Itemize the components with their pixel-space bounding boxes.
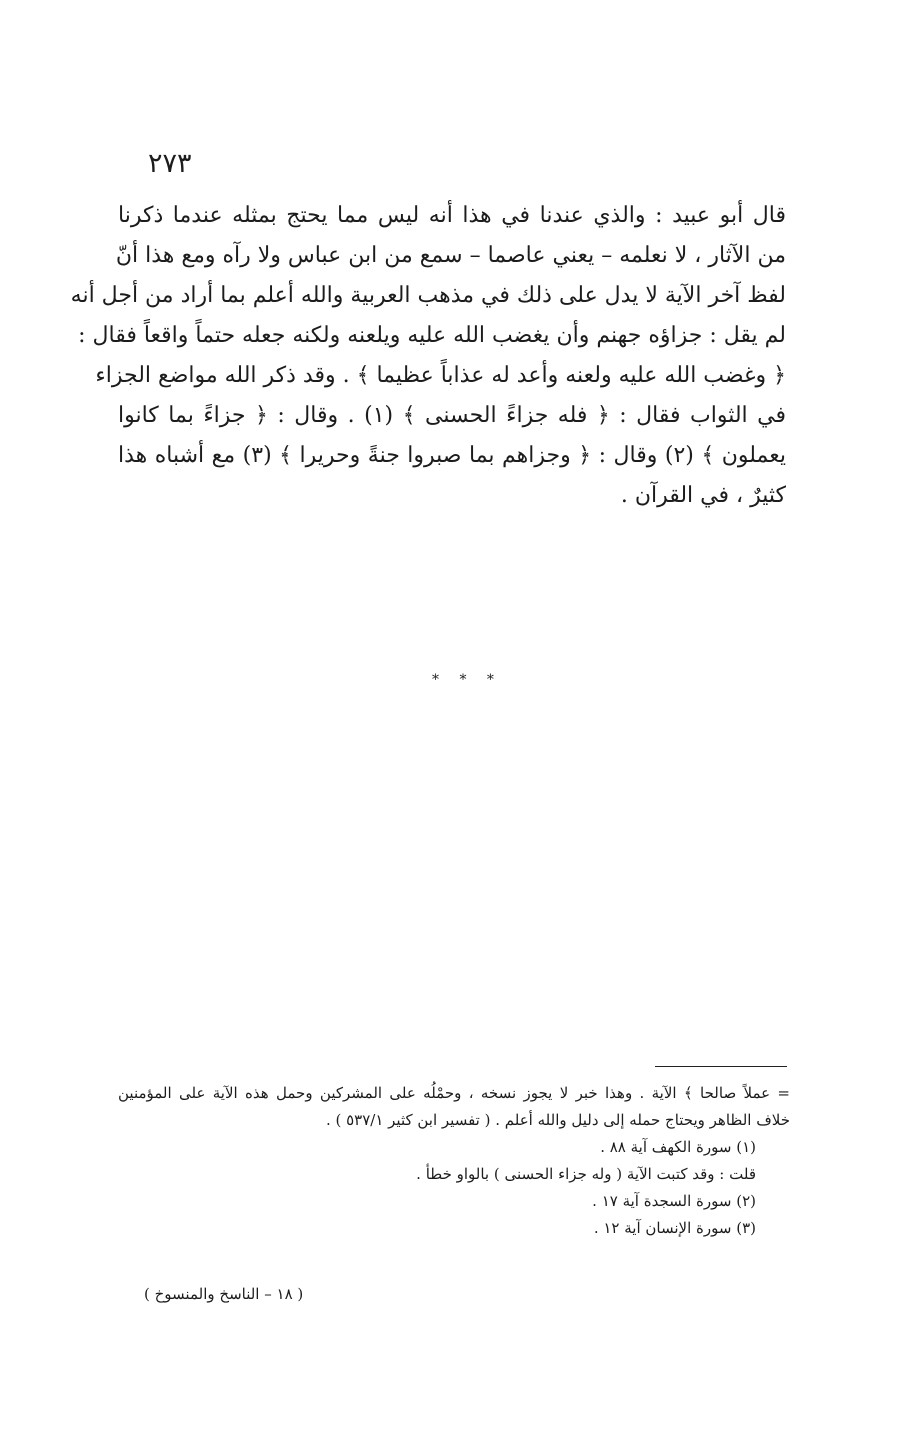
footnote-line: خلاف الظاهر ويحتاج حمله إلى دليل والله أعلم . ( تفسير ابن كثير ٥٣٧/١ ) . (325, 1111, 790, 1129)
text-line: يعملون ﴾ (٢) وقال : ﴿ وجزاهم بما صبروا جنةً وحريرا ﴾ (٣) مع أشباه هذا (118, 443, 786, 468)
text-line: كثيرٌ ، في القرآن . (620, 483, 786, 508)
footnote-line: (١) سورة الكهف آية ٨٨ . (600, 1138, 756, 1156)
text-line: من الآثار ، لا نعلمه – يعني عاصما – سمع من ابن عباس ولا رآه ومع هذا أنّ (115, 243, 786, 268)
text-line: قال أبو عبيد : والذي عندنا في هذا أنه ليس مما يحتج بمثله عندما ذكرنا (118, 203, 786, 228)
text-line: لفظ آخر الآية لا يدل على ذلك في مذهب العربية والله أعلم بما أراد من أجل أنه (70, 283, 786, 308)
text-line: لم يقل : جزاؤه جهنم وأن يغضب الله عليه ويلعنه ولكنه جعله حتماً واقعاً فقال : (78, 323, 786, 348)
footnote-line: = عملاً صالحا ﴾ الآية . وهذا خبر لا يجوز نسخه ، وحمْلُه على المشركين وحمل هذه الآية على المؤمنين (118, 1084, 790, 1102)
main-text (70, 196, 787, 516)
footnote-line: قلت : وقد كتبت الآية ( وله جزاء الحسنى ) بالواو خطأ . (416, 1165, 756, 1183)
text-line: ﴿ وغضب الله عليه ولعنه وأعد له عذاباً عظيما ﴾ . وقد ذكر الله مواضع الجزاء (95, 363, 786, 388)
page-number: ٢٧٣ (148, 148, 192, 179)
footnote-line: (٣) سورة الإنسان آية ١٢ . (593, 1219, 756, 1237)
footnotes (118, 1080, 790, 1242)
text-line: في الثواب فقال : ﴿ فله جزاءً الحسنى ﴾ (١) . وقال : ﴿ جزاءً بما كانوا (118, 403, 787, 428)
section-separator: * * * (432, 672, 502, 688)
running-footer: ( ١٨ – الناسخ والمنسوخ ) (144, 1285, 304, 1303)
footnote-divider (655, 1066, 787, 1067)
footnote-line: (٢) سورة السجدة آية ١٧ . (592, 1192, 756, 1210)
